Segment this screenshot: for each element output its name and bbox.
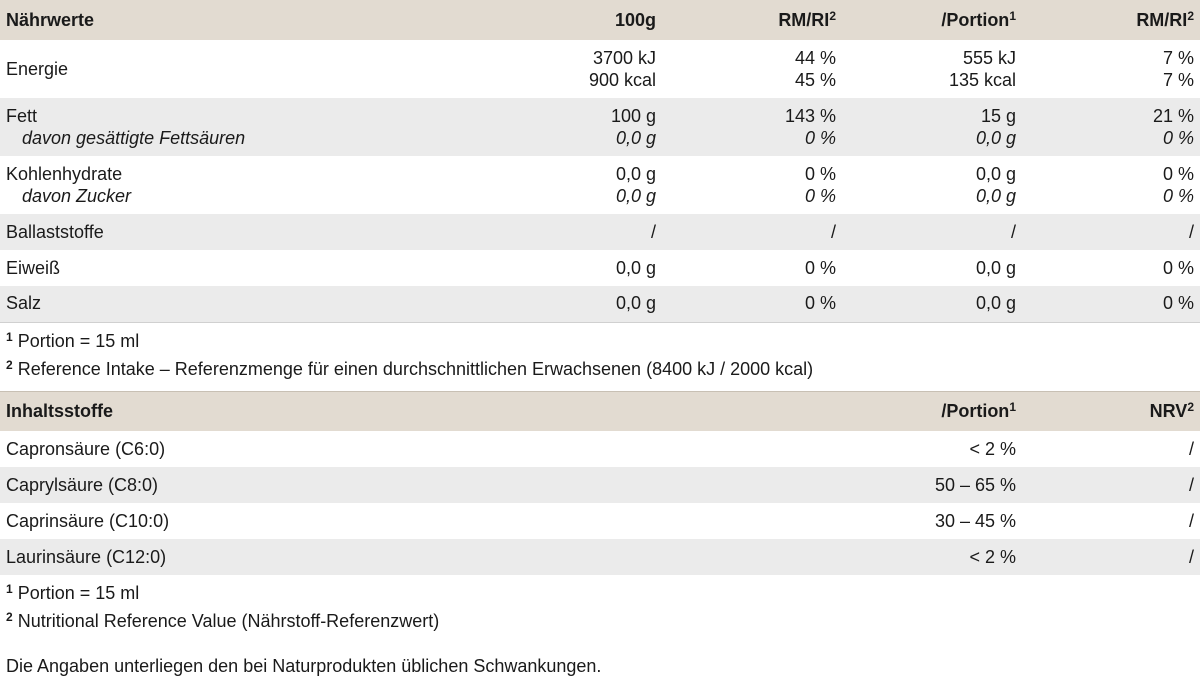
row-salt — [0, 286, 1200, 322]
header-ing-portion: /Portion$^1$ — [941, 399, 1016, 421]
ingredient-portion: < 2 % — [969, 438, 1016, 459]
header-rm1: $RM/RI^2$ — [778, 8, 836, 30]
ingredient-row — [0, 539, 1200, 575]
salt-rm1: 0 % — [804, 293, 836, 314]
header-portion: /Portion$^1$ — [941, 8, 1016, 30]
footnote: $^2$ Reference Intake – Referenzmenge für einen durchschnittlichen Erwachsenen (8400 kJ / 2000 kcal) — [6, 357, 814, 379]
fiber-per100: / — [650, 221, 656, 242]
ingredients-header-row — [0, 391, 1200, 431]
ingredient-portion: 50 – 65 % — [934, 474, 1016, 495]
salt-label: Salz — [6, 293, 42, 314]
header-rm2: $RM/RI^2$ — [1136, 8, 1194, 30]
protein-rm1: 0 % — [804, 257, 836, 278]
fat-rm2: 21 % 0 % — [1152, 106, 1194, 148]
protein-portion: 0,0 g — [975, 257, 1016, 278]
protein-label: Eiweiß — [6, 257, 61, 278]
salt-per100: 0,0 g — [615, 293, 656, 314]
nutrition-header-row — [0, 0, 1200, 40]
ingredient-portion: 30 – 45 % — [934, 510, 1016, 531]
disclaimer-text: Die Angaben unterliegen den bei Naturprodukten üblichen Schwankungen. — [6, 656, 602, 676]
row-energy — [0, 40, 1200, 98]
energy-label: Energie — [6, 58, 69, 79]
row-fiber — [0, 214, 1200, 250]
carbs-per100: 0,0 g 0,0 g — [615, 164, 656, 206]
ingredient-portion: < 2 % — [969, 546, 1016, 567]
fiber-rm2: / — [1188, 221, 1194, 242]
footnote: $^1$ Portion = 15 ml — [6, 329, 140, 351]
fat-portion: 15 g 0,0 g — [975, 106, 1016, 148]
salt-rm2: 0 % — [1162, 293, 1194, 314]
carbs-portion: 0,0 g 0,0 g — [975, 164, 1016, 206]
fiber-label: Ballaststoffe — [6, 221, 104, 242]
fat-label: Fett davon gesättigte Fettsäuren — [6, 106, 246, 148]
ingredients-header-label: Inhaltsstoffe — [6, 400, 114, 421]
ingredient-row — [0, 431, 1200, 467]
energy-portion: 555 kJ 135 kcal — [948, 48, 1016, 90]
row-carbs — [0, 156, 1200, 214]
nutrition-footnotes — [0, 323, 1200, 391]
row-fat — [0, 98, 1200, 156]
nutrition-table — [0, 0, 1200, 323]
carbs-rm1: 0 % 0 % — [804, 164, 836, 206]
ingredient-nrv: / — [1188, 546, 1194, 567]
ingredient-nrv: / — [1188, 510, 1194, 531]
carbs-rm2: 0 % 0 % — [1162, 164, 1194, 206]
footnote: $^1$ Portion = 15 ml — [6, 582, 140, 603]
fat-per100: 100 g 0,0 g — [610, 106, 656, 148]
energy-rm1: 44 % 45 % — [794, 48, 836, 90]
energy-rm2: 7 % 7 % — [1162, 48, 1194, 90]
ingredient-nrv: / — [1188, 474, 1194, 495]
ingredients-footnotes — [0, 575, 1200, 643]
footnote: $^2$ Nutritional Reference Value (Nährstoff-Referenzwert) — [6, 610, 440, 631]
ingredient-label: Capronsäure (C6:0) — [6, 438, 166, 459]
energy-per100: 3700 kJ 900 kcal — [588, 48, 656, 90]
header-nrv: NRV$^2$ — [1149, 399, 1194, 421]
fiber-rm1: / — [830, 221, 836, 242]
protein-per100: 0,0 g — [615, 257, 656, 278]
protein-rm2: 0 % — [1162, 257, 1194, 278]
carbs-label: Kohlenhydrate davon Zucker — [6, 164, 132, 206]
ingredient-row — [0, 503, 1200, 539]
header-per100: 100g — [614, 9, 656, 30]
fiber-portion: / — [1010, 221, 1016, 242]
row-protein — [0, 250, 1200, 286]
ingredients-table — [0, 391, 1200, 576]
salt-portion: 0,0 g — [975, 293, 1016, 314]
ingredient-row — [0, 467, 1200, 503]
ingredient-label: Laurinsäure (C12:0) — [6, 546, 167, 567]
fat-rm1: 143 % 0 % — [784, 106, 836, 148]
ingredient-label: Caprinsäure (C10:0) — [6, 510, 170, 531]
ingredient-label: Caprylsäure (C8:0) — [6, 474, 159, 495]
ingredient-nrv: / — [1188, 438, 1194, 459]
nutrition-header-label: Nährwerte — [6, 9, 95, 30]
